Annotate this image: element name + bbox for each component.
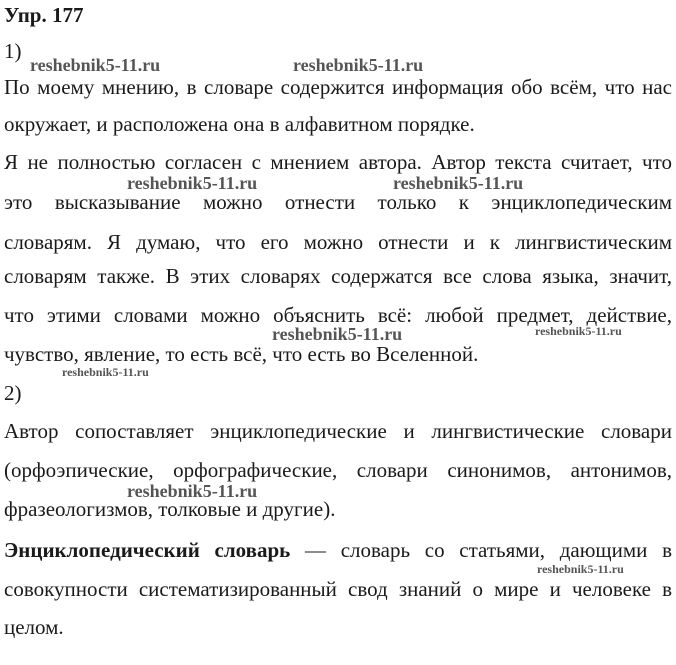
paragraph-line: По моему мнению, в словаре содержится информация обо всём, что нас [4, 75, 672, 99]
watermark: reshebnik5-11.ru [393, 173, 524, 193]
watermark: reshebnik5-11.ru [537, 562, 624, 576]
definition-term: Энциклопедический словарь [4, 538, 291, 562]
watermark: reshebnik5-11.ru [127, 481, 258, 501]
watermark: reshebnik5-11.ru [127, 173, 258, 193]
paragraph-line: совокупности систематизированный свод знаний о мире и человеке в [4, 577, 672, 601]
paragraph-line: что этими словами можно объяснить всё: любой предмет, действие, [4, 303, 672, 327]
watermark: reshebnik5-11.ru [535, 324, 622, 338]
watermark: reshebnik5-11.ru [293, 55, 424, 75]
paragraph-line: словарям также. В этих словарях содержатся все слова языка, значит, [4, 264, 672, 288]
watermark: reshebnik5-11.ru [30, 55, 161, 75]
paragraph-line: (орфоэпические, орфографические, словари синонимов, антонимов, [4, 458, 672, 482]
paragraph-line: фразеологизмов, толковые и другие). [4, 497, 336, 521]
definition-line [4, 537, 672, 563]
paragraph-line: словарям. Я думаю, что его можно отнести и к лингвистическим [4, 230, 672, 254]
part-1-label: 1) [4, 39, 22, 63]
paragraph-line: это высказывание можно отнести только к энциклопедическим [4, 190, 672, 214]
paragraph-line: Автор сопоставляет энциклопедические и лингвистические словари [4, 419, 672, 443]
paragraph-line: чувство, явление, то есть всё, что есть во Вселенной. [4, 342, 479, 366]
paragraph-line: целом. [4, 615, 64, 639]
part-2-label: 2) [4, 381, 22, 405]
definition-text: — словарь со статьями, дающими в [290, 538, 672, 562]
paragraph-line: Я не полностью согласен с мнением автора. Автор текста считает, что [4, 150, 672, 174]
watermark: reshebnik5-11.ru [272, 324, 403, 344]
exercise-title: Упр. 177 [4, 3, 84, 27]
paragraph-line: окружает, и расположена она в алфавитном порядке. [4, 112, 475, 136]
watermark: reshebnik5-11.ru [62, 365, 149, 379]
